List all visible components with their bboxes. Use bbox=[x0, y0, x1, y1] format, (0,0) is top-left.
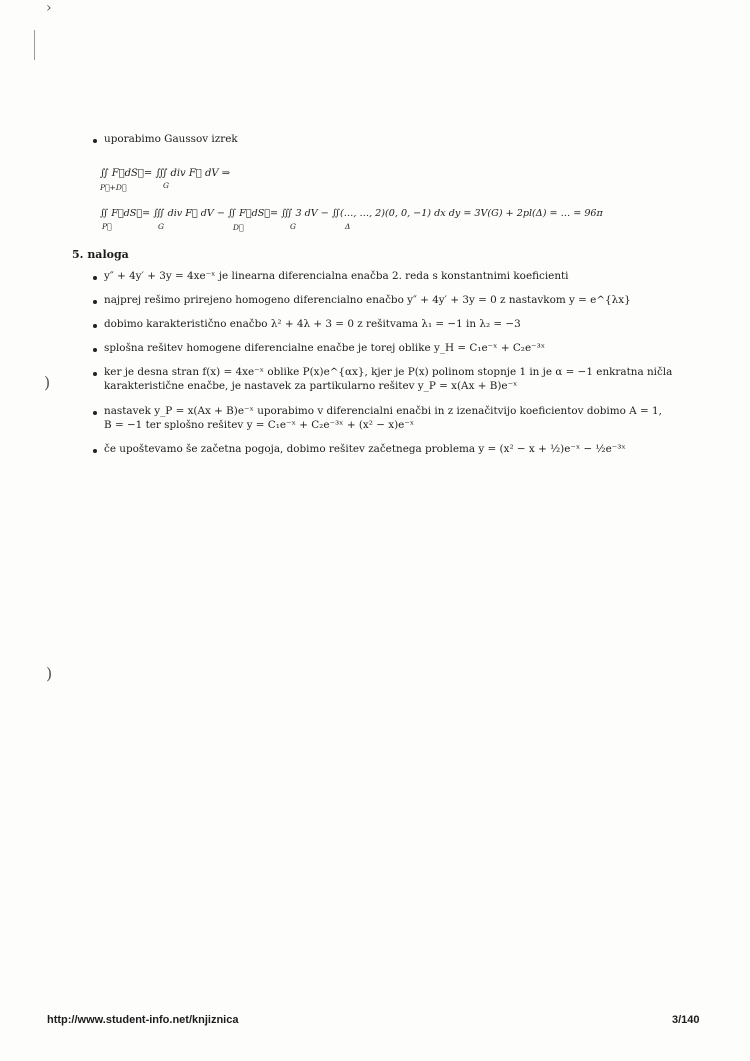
bullet-marker bbox=[93, 348, 97, 352]
bullet-marker bbox=[93, 139, 97, 143]
list-item: najprej rešimo prirejeno homogeno diferencialno enačbo y″ + 4y′ + 3y = 0 z nastavkom y = e^{λx} bbox=[104, 294, 631, 306]
list-item-continuation: karakteristične enačbe, je nastavek za partikularno rešitev y_P = x(Ax + B)e⁻ˣ bbox=[104, 380, 518, 392]
gauss-equation-1: ∬ F⃗dS⃗= ∭ div F⃗ dV ⇒ bbox=[100, 168, 231, 179]
gauss-eq2-sub-p: P⃗ bbox=[102, 222, 112, 231]
list-item: y″ + 4y′ + 3y = 4xe⁻ˣ je linearna diferencialna enačba 2. reda s konstantnimi koeficienti bbox=[104, 270, 569, 282]
footer-page-number: 3/140 bbox=[672, 1014, 700, 1026]
gauss-eq2-sub-g1: G bbox=[158, 222, 164, 231]
list-item: če upoštevamo še začetna pogoja, dobimo rešitev začetnega problema y = (x² − x + ½)e⁻ˣ − ½e⁻³ˣ bbox=[104, 443, 626, 455]
bullet-marker bbox=[93, 324, 97, 328]
margin-scratch-line bbox=[34, 30, 35, 60]
bullet-marker bbox=[93, 372, 97, 376]
footer-url: http://www.student-info.net/knjiznica bbox=[47, 1014, 239, 1026]
bullet-marker bbox=[93, 411, 97, 415]
margin-mark-left-mid: ) bbox=[44, 373, 51, 392]
list-item: ker je desna stran f(x) = 4xe⁻ˣ oblike P(x)e^{αx}, kjer je P(x) polinom stopnje 1 in je α = −1 enkratna ničla bbox=[104, 366, 673, 378]
bullet-marker bbox=[93, 300, 97, 304]
gauss-eq1-sub-volume: G bbox=[163, 181, 169, 190]
list-item: splošna rešitev homogene diferencialne enačbe je torej oblike y_H = C₁e⁻ˣ + C₂e⁻³ˣ bbox=[104, 342, 546, 354]
gauss-equation-2: ∬ F⃗dS⃗= ∭ div F⃗ dV − ∬ F⃗dS⃗= ∭ 3 dV − ∬(…, …, 2)(0, 0, −1) dx dy = 3V(G) + 2pl(Δ) = … = 96π bbox=[100, 208, 603, 219]
gauss-bullet-text: uporabimo Gaussov izrek bbox=[104, 133, 238, 145]
gauss-eq2-sub-g2: G bbox=[290, 222, 296, 231]
list-item: dobimo karakteristično enačbo λ² + 4λ + 3 = 0 z rešitvama λ₁ = −1 in λ₂ = −3 bbox=[104, 318, 521, 330]
bullet-marker bbox=[93, 276, 97, 280]
list-item: nastavek y_P = x(Ax + B)e⁻ˣ uporabimo v diferencialni enačbi in z izenačitvijo koeficientov dobimo A = 1, bbox=[104, 405, 662, 417]
gauss-eq2-sub-d: D⃗ bbox=[233, 223, 244, 232]
margin-mark-left-low: ) bbox=[46, 664, 53, 683]
list-item-continuation: B = −1 ter splošno rešitev y = C₁e⁻ˣ + C₂e⁻³ˣ + (x² − x)e⁻ˣ bbox=[104, 419, 415, 431]
gauss-eq1-sub-surface: P⃗+D⃗ bbox=[100, 183, 127, 192]
section-title: 5. naloga bbox=[72, 248, 129, 261]
margin-mark-top: › bbox=[46, 0, 52, 16]
gauss-eq2-sub-delta: Δ bbox=[345, 222, 351, 231]
bullet-marker bbox=[93, 449, 97, 453]
